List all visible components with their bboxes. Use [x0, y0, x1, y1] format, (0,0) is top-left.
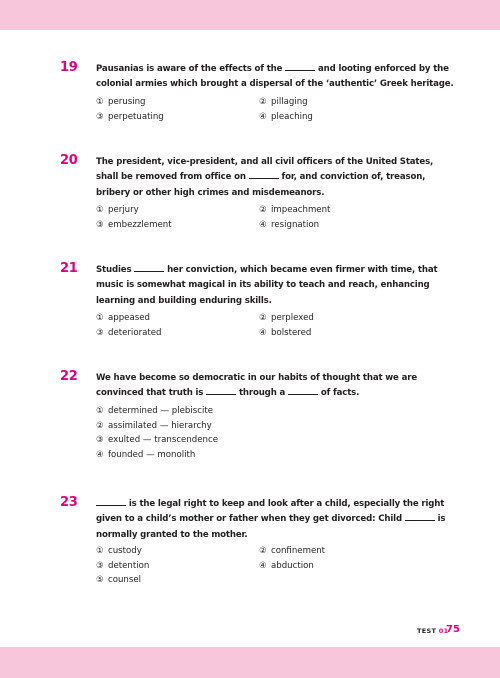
option-3[interactable]: ③ perpetuating — [96, 111, 164, 122]
page-number: 75 — [446, 624, 460, 635]
header-band — [0, 0, 500, 30]
option-2[interactable]: ② impeachment — [259, 205, 331, 215]
stem-text: Studies — [96, 265, 135, 275]
option-1[interactable]: ① perusing — [96, 97, 146, 107]
stem-text: Pausanias is aware of the effects of the — [96, 64, 286, 74]
option-4[interactable]: ④ pleaching — [259, 111, 313, 122]
stem-text: We have become so democratic in our habits of thought that we are convinced that truth is — [96, 373, 417, 399]
option-3[interactable]: ③ exulted — transcendence — [96, 435, 218, 445]
answer-blank — [249, 170, 279, 179]
answer-blank — [96, 497, 126, 506]
stem-text: is the legal right to keep and look after a child, especially the right given to a child’s mother or father when they get divorced: Child — [96, 499, 445, 525]
option-1[interactable]: ① appeased — [96, 313, 150, 323]
question-number: 19 — [60, 60, 78, 75]
question-stem — [96, 263, 458, 309]
option-3[interactable]: ③ detention — [96, 560, 150, 571]
answer-blank — [285, 62, 315, 71]
option-4[interactable]: ④ resignation — [259, 219, 320, 230]
test-number: 01 — [438, 627, 449, 635]
answer-blank — [206, 386, 236, 395]
option-1[interactable]: ① determined — plebiscite — [96, 406, 214, 416]
question-stem — [96, 371, 458, 402]
option-1[interactable]: ① perjury — [96, 205, 139, 215]
option-4[interactable]: ④ bolstered — [259, 327, 312, 338]
question-stem — [96, 62, 458, 93]
question-number: 22 — [60, 369, 78, 384]
question-number: 23 — [60, 495, 78, 510]
test-label-text: TEST — [417, 627, 437, 635]
answer-blank — [134, 263, 164, 272]
option-2[interactable]: ② confinement — [259, 546, 326, 556]
test-label — [417, 627, 448, 635]
stem-text: is normally granted to the mother. — [96, 514, 446, 540]
stem-text: and looting enforced by the colonial armies which brought a dispersal of the ‘authentic’ Greek heritage. — [96, 64, 454, 90]
answer-blank — [288, 386, 318, 395]
stem-text: through a — [236, 388, 288, 399]
question-stem — [96, 155, 458, 201]
option-5[interactable]: ⑤ counsel — [96, 575, 142, 585]
option-3[interactable]: ③ deteriorated — [96, 327, 162, 338]
answer-blank — [405, 512, 435, 521]
question-number: 21 — [60, 261, 78, 276]
footer-band — [0, 647, 500, 678]
question-number: 20 — [60, 153, 78, 168]
stem-text: for, and conviction of, treason, bribery or other high crimes and misdemeanors. — [96, 172, 426, 198]
option-4[interactable]: ④ founded — monolith — [96, 449, 196, 460]
stem-text: of facts. — [318, 388, 360, 399]
option-4[interactable]: ④ abduction — [259, 560, 314, 571]
option-2[interactable]: ② pillaging — [259, 97, 308, 107]
stem-text: her conviction, which became even firmer with time, that music is somewhat magical in its ability to teach and reach, enhancing learning and building enduring skills. — [96, 265, 438, 306]
stem-text: The president, vice-president, and all civil officers of the United States, shall be removed from office on — [96, 157, 434, 183]
option-3[interactable]: ③ embezzlement — [96, 219, 172, 230]
question-stem — [96, 497, 458, 543]
option-1[interactable]: ① custody — [96, 546, 142, 556]
option-2[interactable]: ② assimilated — hierarchy — [96, 420, 212, 431]
option-2[interactable]: ② perplexed — [259, 313, 314, 323]
